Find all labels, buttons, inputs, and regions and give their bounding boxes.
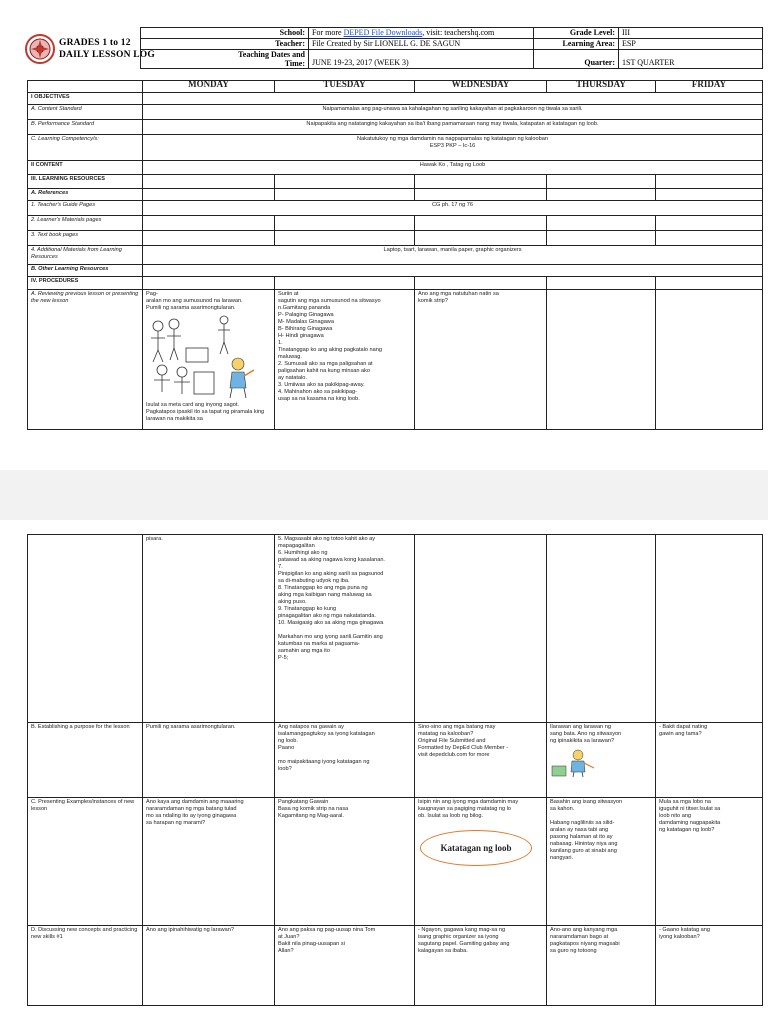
additional-materials-value: Laptop, tsart, larawan, manila paper, graphic organizers bbox=[143, 246, 763, 265]
procedures-heading: IV. PROCEDURES bbox=[28, 277, 143, 290]
brand-line-1: GRADES 1 to 12 bbox=[59, 38, 131, 48]
resources-heading: III. LEARNING RESOURCES bbox=[28, 175, 143, 189]
school-value bbox=[309, 28, 534, 39]
header-table bbox=[140, 27, 763, 69]
procedure-c-wednesday-text: Isipin nin ang iyong mga damdamin may kaugnayan sa pagiging matatag ng lo ob. Isulat sa loob ng bilog. bbox=[418, 799, 519, 819]
lesson-table-2 bbox=[27, 534, 763, 1006]
references-heading: A. References bbox=[28, 189, 143, 201]
dates-value: JUNE 19-23, 2017 (WEEK 3) bbox=[309, 50, 534, 69]
procedure-d-thursday: Ano-ano ang kanyang mga nararamdaman bago at pagkatapos niyang magsabi sa guro ng totoong bbox=[547, 926, 656, 1006]
page-1 bbox=[0, 0, 768, 470]
day-tuesday: TUESDAY bbox=[275, 81, 415, 93]
procedure-b-tuesday: Ang natapos na gawain ay isalamangpagtukoy sa iyong katatagan ng loob. Paano mo maipakitaang iyong katatagan ng loob? bbox=[275, 723, 415, 798]
content-value: Hawak Ko , Tatag ng Loob bbox=[143, 161, 763, 175]
performance-standard: Naipapakita ang natatanging kakayahan sa iba't ibang pamamaraan nang may tiwala, katapatan at katatagan ng loob. bbox=[143, 120, 763, 135]
corner-cell bbox=[28, 81, 143, 93]
procedure-a-monday-cont: pisara. bbox=[143, 535, 275, 723]
procedure-a-monday-text-2: Isulat sa meta card ang inyong sagot. Pagkatapos ipaskil ito sa tapat ng piramala king larawan na makikita sa bbox=[146, 402, 265, 422]
area-label: Learning Area: bbox=[534, 39, 619, 50]
day-thursday: THURSDAY bbox=[547, 81, 656, 93]
page-2 bbox=[0, 520, 768, 1024]
school-label: School: bbox=[141, 28, 309, 39]
brand-line-2: DAILY LESSON LOG bbox=[59, 50, 155, 60]
procedure-c-friday: Mula sa mga lobo na iguguhit ni titser.Isulat sa loob nito ang damdaming nagpapakita ng katatagan ng loob? bbox=[656, 798, 763, 926]
procedure-a-tuesday-cont: 5. Magsasabi ako ng totoo kahit ako ay mapagagalitan 6. Humihingi ako ng patawad sa aking nagawa kong kasalanan. 7. Pinipigilan ko ang aking sarili sa pagsunod sa di-mabuting udyok ng iba. 8. Tinatanggap ko ang mga puna ng aking mga kaibigan nang maluwag sa aking puso. 9. Tinatanggap ko kung pinagagalitan ako ng mga nakatatanda. 10. Masigasig ako sa aking mga ginagawa Markahan mo ang iyong sarili.Gamitin ang katumbas na marka at pagsama- samahin ang mga ito P-5; bbox=[275, 535, 415, 723]
additional-materials-label: 4. Additional Materials from Learning Resources bbox=[28, 246, 143, 265]
katatagan-oval: Katatagan ng loob bbox=[420, 830, 532, 866]
procedure-b-label: B. Establishing a purpose for the lesson bbox=[28, 723, 143, 798]
procedure-b-thursday bbox=[547, 723, 656, 798]
competency-label: C. Learning Competency/s: bbox=[28, 135, 143, 161]
teacher-value: File Created by Sir LIONELL G. DE SAGUN bbox=[309, 39, 534, 50]
children-drawing-icon bbox=[146, 314, 256, 400]
deped-seal-icon bbox=[25, 34, 55, 64]
area-value: ESP bbox=[619, 39, 763, 50]
deped-downloads-link[interactable]: DEPED File Downloads bbox=[343, 28, 423, 37]
grade-value: III bbox=[619, 28, 763, 39]
day-monday: MONDAY bbox=[143, 81, 275, 93]
procedure-c-wednesday bbox=[415, 798, 547, 926]
grade-label: Grade Level: bbox=[534, 28, 619, 39]
quarter-value: 1ST QUARTER bbox=[619, 50, 763, 69]
procedure-d-friday: - Gaano katatag ang iyong kalooban? bbox=[656, 926, 763, 1006]
procedure-c-monday: Ano kaya ang damdamin ang maaaring nararamdaman ng mga batang tulad mo sa ndaling ito ay iyong ginagawa sa harapan ng marami? bbox=[143, 798, 275, 926]
procedure-a-wednesday: Ano ang mga natutuhan natin sa komik strip? bbox=[415, 290, 547, 430]
dates-label-1: Teaching Dates and bbox=[238, 50, 305, 59]
procedure-d-label: D. Discussing new concepts and practicing new skills #1 bbox=[28, 926, 143, 1006]
procedure-a-label: A. Reviewing previous lesson or presenting the new lesson bbox=[28, 290, 143, 430]
procedure-c-thursday: Basahin ang isang sitwasyon sa kahon. Habang nagliliniis sa silid- aralan ay nasa tabi ang pasong halaman at ito ay nabasag. Hinintay niya ang kanilang guro at sinabi ang nangyari. bbox=[547, 798, 656, 926]
procedure-c-label: C. Presenting Examples/instances of new lesson bbox=[28, 798, 143, 926]
other-resources-label: B. Other Learning Resources bbox=[28, 265, 143, 277]
competency-text: Nakatutukoy ng mga damdamin na nagpapamalas ng katatagan ng kalooban bbox=[357, 136, 548, 142]
content-standard: Naipamamalas ang pag-unawa sa kahalagahan ng sariling kakayahan at pagkakaroon ng tiwala sa sarili. bbox=[143, 105, 763, 120]
procedure-d-tuesday: Ano ang paksa ng pag-uusap nina Tom at Juan? Bakit nila pinag-uusapan si Allan? bbox=[275, 926, 415, 1006]
procedure-b-monday: Pumili ng sarama asarimongtularan. bbox=[143, 723, 275, 798]
procedure-a-monday-text: Pag- aralan mo ang sumusunod na larawan. Pumili ng sarama asarimongtularan. bbox=[146, 291, 243, 311]
content-standard-label: A. Content Standard bbox=[28, 105, 143, 120]
quarter-label: Quarter: bbox=[534, 50, 619, 69]
content-heading: II CONTENT bbox=[28, 161, 143, 175]
school-suffix: , visit: teachershq.com bbox=[422, 28, 495, 37]
dates-label bbox=[141, 50, 309, 69]
performance-standard-label: B. Performance Standard bbox=[28, 120, 143, 135]
child-cleaning-icon bbox=[550, 748, 598, 778]
lesson-table-1 bbox=[27, 80, 763, 430]
teachers-guide-label: 1. Teacher's Guide Pages bbox=[28, 201, 143, 216]
procedure-d-monday: Ano ang ipinahihiwatig ng larawan? bbox=[143, 926, 275, 1006]
procedure-c-tuesday: Pangkatang Gawain Basa ng komik strip na nasa Kagamitang ng Mag-aaral. bbox=[275, 798, 415, 926]
textbook-label: 3. Text book pages bbox=[28, 231, 143, 246]
competency-code: ESP3 PKP – Ic-16 bbox=[429, 143, 476, 149]
procedure-a-monday bbox=[143, 290, 275, 430]
procedure-b-thursday-text: Ilarawan ang larawan ng sang bata. Ano ng sitwasyon ng ipinakikita sa larawan? bbox=[550, 724, 622, 744]
learners-materials-label: 2. Learner's Materials pages bbox=[28, 216, 143, 231]
competency bbox=[143, 135, 763, 161]
procedure-d-wednesday: - Ngayon, gagawa kang mag-sa ng isang graphic organizer sa iyong sagutang papel. Gamiting gabay ang kalagayan sa ibaba. bbox=[415, 926, 547, 1006]
teacher-label: Teacher: bbox=[141, 39, 309, 50]
procedure-a-tuesday: Suriin at sagutin ang mga sumusunod na sitwasyo n.Gamitang panandа P- Palaging Ginagawa M- Madalas Ginagawa B- Bihirang Ginagawa H- Hindi ginagawa 1. Tinatanggap ko ang aking pagkatalo nang maluwag. 2. Sumusali ako sa mga paligsahan at paligsahan kahit na kung minsan ako ay natatalo. 3. Umiiwas ako sa pakikipag-away. 4. Mahinahon ako sa pakikipag- usap sa na kasama na king loob. bbox=[275, 290, 415, 430]
day-friday: FRIDAY bbox=[656, 81, 763, 93]
procedure-b-wednesday: Sino-sino ang mga batang may matatag na kalooban? Original File Submitted and Formatted by DepEd Club Member - visit depedclub.com for more bbox=[415, 723, 547, 798]
procedure-b-friday: - Bakit dapat nating gawin ang tama? bbox=[656, 723, 763, 798]
teachers-guide-value: CG ph. 17 ng 76 bbox=[143, 201, 763, 216]
day-wednesday: WEDNESDAY bbox=[415, 81, 547, 93]
dates-label-2: Time: bbox=[284, 59, 305, 68]
objectives-heading: I OBJECTIVES bbox=[28, 93, 143, 105]
school-prefix: For more bbox=[312, 28, 344, 37]
